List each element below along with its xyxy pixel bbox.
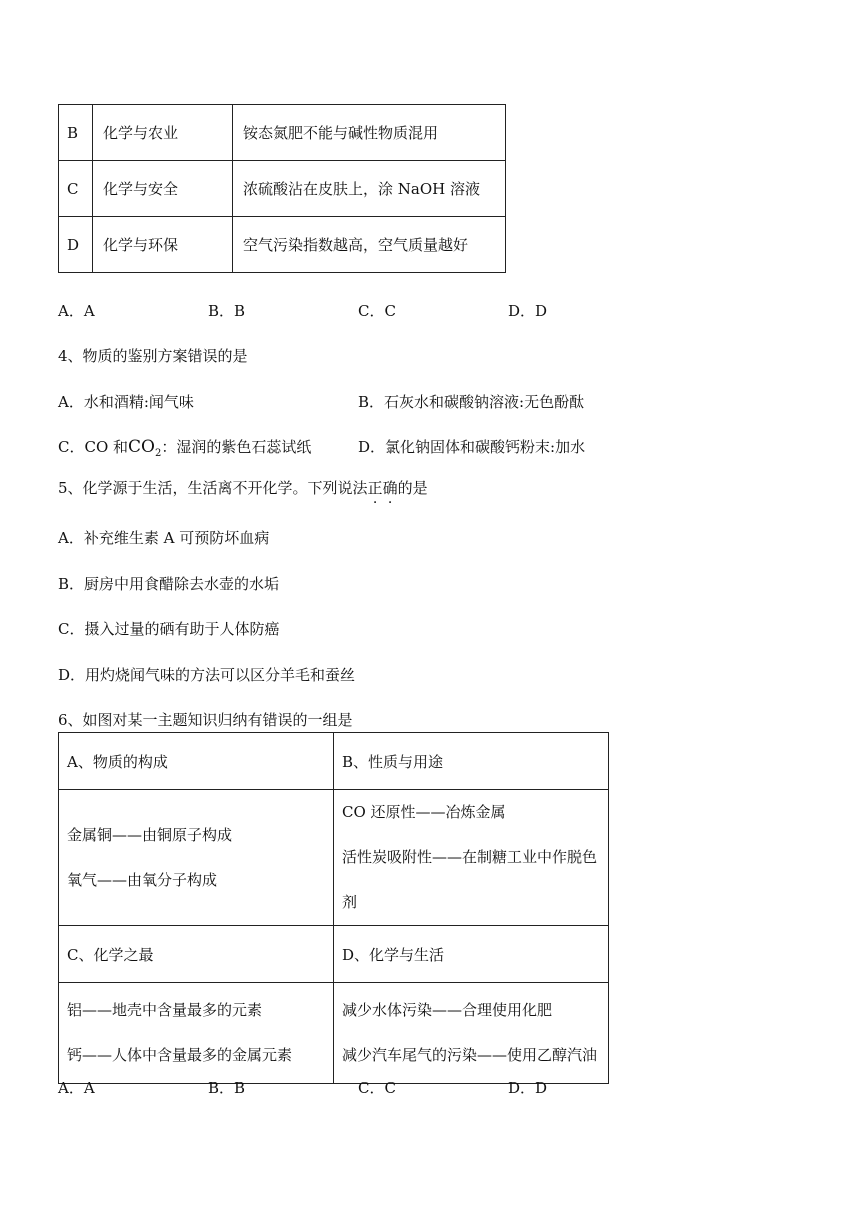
co2-formula: CO xyxy=(128,437,155,457)
q5-option-d[interactable]: D．用灼烧闻气味的方法可以区分羊毛和蚕丝 xyxy=(58,666,356,684)
q4-option-c-prefix: C．CO 和 xyxy=(58,438,129,456)
q5-stem-end: 的是 xyxy=(397,479,428,497)
row-letter: B xyxy=(59,105,93,161)
emphasis-char: 正 xyxy=(367,479,383,497)
row-topic: 化学与环保 xyxy=(93,217,233,273)
table-row xyxy=(59,926,609,983)
cell-line: 铝——地壳中含量最多的元素 xyxy=(67,1001,263,1019)
row-letter: C xyxy=(59,161,93,217)
q6-option-d[interactable]: D．D xyxy=(508,1079,548,1097)
cell-d-body xyxy=(334,983,609,1084)
q6-table xyxy=(58,732,609,1084)
q3-option-d[interactable]: D．D xyxy=(508,302,548,320)
q4-option-a[interactable]: A．水和酒精:闻气味 xyxy=(58,393,194,411)
cell-line: 减少水体污染——合理使用化肥 xyxy=(342,1001,553,1019)
q6-option-b[interactable]: B．B xyxy=(208,1079,246,1097)
q3-table xyxy=(58,104,506,273)
cell-line: CO 还原性——冶炼金属 xyxy=(342,803,506,821)
q4-stem: 4、物质的鉴别方案错误的是 xyxy=(58,347,248,365)
table-row xyxy=(59,161,506,217)
cell-b-head: B、性质与用途 xyxy=(334,733,609,790)
q4-option-b[interactable]: B．石灰水和碳酸钠溶液:无色酚酞 xyxy=(358,393,585,411)
cell-a-head: A、物质的构成 xyxy=(59,733,334,790)
cell-c-body xyxy=(59,983,334,1084)
q4-option-c[interactable] xyxy=(58,436,311,459)
cell-c-head: C、化学之最 xyxy=(59,926,334,983)
row-content: 铵态氮肥不能与碱性物质混用 xyxy=(233,105,506,161)
q5-stem-text: 5、化学源于生活，生活离不开化学。下列说法 xyxy=(58,479,368,497)
q5-option-c[interactable]: C．摄入过量的硒有助于人体防癌 xyxy=(58,620,280,638)
q3-option-c[interactable]: C．C xyxy=(358,302,396,320)
table-row xyxy=(59,983,609,1084)
q5-option-a[interactable]: A．补充维生素 A 可预防坏血病 xyxy=(58,529,270,547)
table-row xyxy=(59,105,506,161)
q4-option-d[interactable]: D．氯化钠固体和碳酸钙粉末:加水 xyxy=(358,438,586,456)
cell-line: 氧气——由氧分子构成 xyxy=(67,870,218,889)
q3-option-b[interactable]: B．B xyxy=(208,302,246,320)
q5-option-b[interactable]: B．厨房中用食醋除去水壶的水垢 xyxy=(58,575,280,593)
q3-option-a[interactable]: A．A xyxy=(58,302,95,320)
co2-subscript: 2 xyxy=(154,448,162,459)
cell-line: 钙——人体中含量最多的金属元素 xyxy=(67,1046,293,1064)
table-row xyxy=(59,790,609,926)
row-content: 空气污染指数越高，空气质量越好 xyxy=(233,217,506,273)
cell-b-body xyxy=(334,790,609,926)
q4-option-c-suffix: ：湿润的紫色石蕊试纸 xyxy=(161,438,312,456)
cell-line: 减少汽车尾气的污染——使用乙醇汽油 xyxy=(342,1046,598,1064)
row-topic: 化学与安全 xyxy=(93,161,233,217)
row-letter: D xyxy=(59,217,93,273)
table-row xyxy=(59,217,506,273)
q6-stem: 6、如图对某一主题知识归纳有错误的一组是 xyxy=(58,711,353,729)
cell-line: 活性炭吸附性——在制糖工业中作脱色剂 xyxy=(342,848,598,911)
table-row xyxy=(59,733,609,790)
row-content: 浓硫酸沾在皮肤上，涂 NaOH 溶液 xyxy=(233,161,506,217)
row-topic: 化学与农业 xyxy=(93,105,233,161)
cell-line: 金属铜——由铜原子构成 xyxy=(67,825,233,844)
emphasis-char: 确 xyxy=(382,479,398,497)
cell-d-head: D、化学与生活 xyxy=(334,926,609,983)
q6-option-c[interactable]: C．C xyxy=(358,1079,396,1097)
cell-a-body xyxy=(59,790,334,926)
q6-option-a[interactable]: A．A xyxy=(58,1079,95,1097)
q5-stem xyxy=(58,477,428,498)
